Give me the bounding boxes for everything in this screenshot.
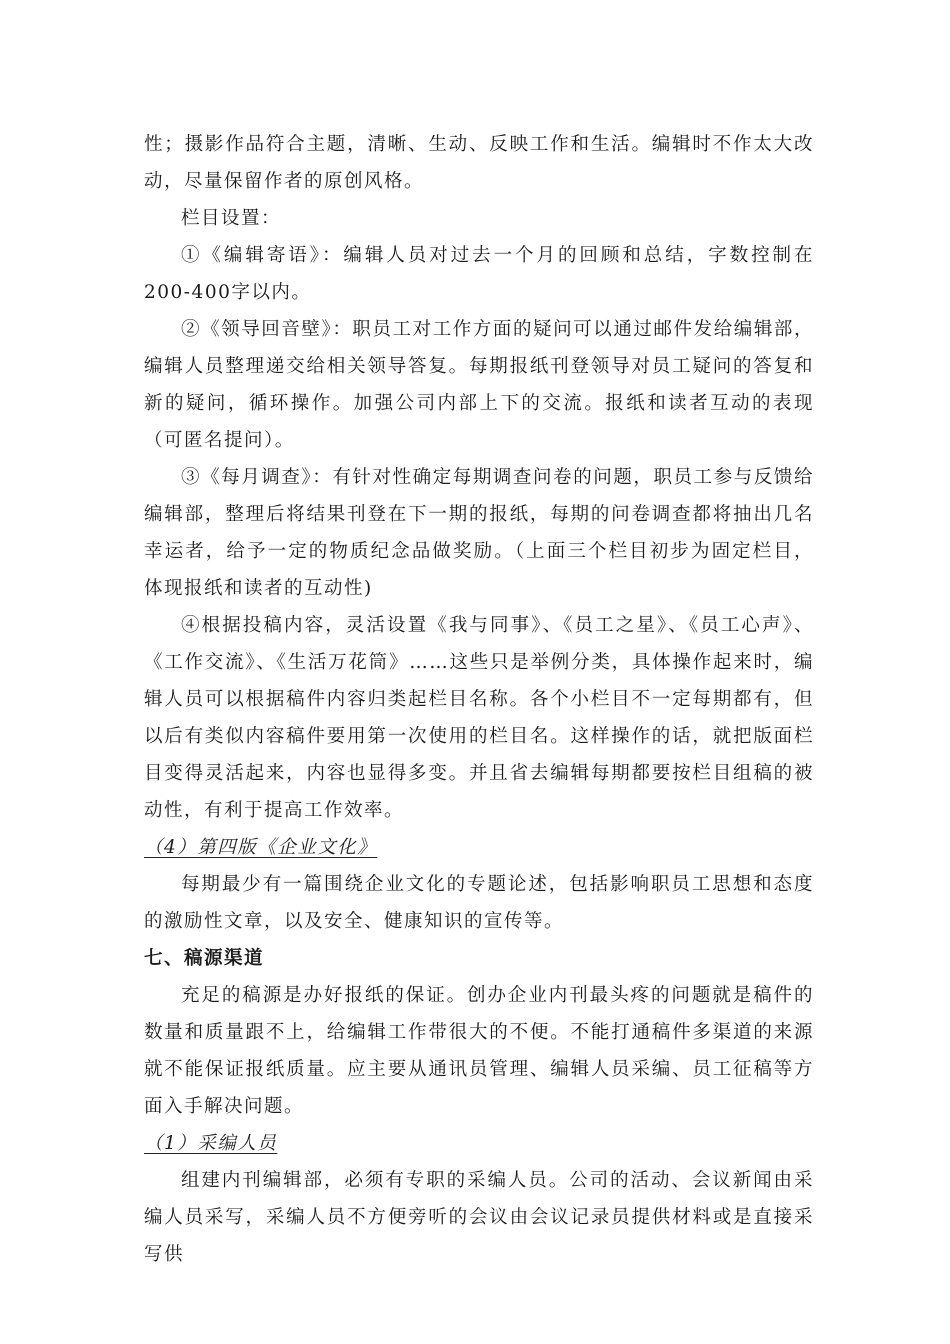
paragraph-editorial-staff: 组建内刊编辑部，必须有专职的采编人员。公司的活动、会议新闻由采编人员采写，采编人员不方便旁听的会议由会议记录员提供材料或是直接采写供 [144,1170,814,1265]
paragraph-monthly-survey: ③《每月调查》：有针对性确定每期调查问卷的问题，职员工参与反馈给编辑部，整理后将结果刊登在下一期的报纸，每期的问卷调查都将抽出几名幸运者，给予一定的物质纪念品做奖励。（上面三个栏目初步为固定栏目，体现报纸和读者的互动性) [144,467,814,599]
paragraph-editor-note: ①《编辑寄语》：编辑人员对过去一个月的回顾和总结，字数控制在200-400字以内。 [144,245,814,303]
subheading-corporate-culture [144,829,814,866]
subheading-editorial-staff [144,1125,814,1162]
paragraph-corporate-culture: 每期最少有一篇围绕企业文化的专题论述，包括影响职员工思想和态度的激励性文章，以及安全、健康知识的宣传等。 [144,874,814,932]
section-title-sources: 七、稿源渠道 [144,948,265,969]
paragraph-sources: 充足的稿源是办好报纸的保证。创办企业内刊最头疼的问题就是稿件的数量和质量跟不上，给编辑工作带很大的不便。不能打通稿件多渠道的来源就不能保证报纸质量。应主要从通讯员管理、编辑人员采编、员工征稿等方面入手解决问题。 [144,985,814,1117]
paragraph: 性；摄影作品符合主题，清晰、生动、反映工作和生活。编辑时不作太大改动，尽量保留作者的原创风格。 [144,134,814,192]
document-body [144,126,814,1273]
subheading-text: （4）第四版《企业文化》 [144,837,378,858]
paragraph-leader-echo-wall: ②《领导回音壁》：职员工对工作方面的疑问可以通过邮件发给编辑部，编辑人员整理递交给相关领导答复。每期报纸刊登领导对员工疑问的答复和新的疑问，循环操作。加强公司内部上下的交流。报纸和读者互动的表现（可匿名提问）。 [144,319,814,451]
paragraph-column-settings-label: 栏目设置： [181,208,282,229]
subheading-text: （1）采编人员 [144,1133,278,1154]
paragraph-flexible-columns: ④根据投稿内容，灵活设置《我与同事》、《员工之星》、《员工心声》、《工作交流》、《生活万花筒》……这些只是举例分类，具体操作起来时，编辑人员可以根据稿件内容归类起栏目名称。各个小栏目不一定每期都有，但以后有类似内容稿件要用第一次使用的栏目名。这样操作的话，就把版面栏目变得灵活起来，内容也显得多变。并且省去编辑每期都要按栏目组稿的被动性，有利于提高工作效率。 [144,615,814,821]
